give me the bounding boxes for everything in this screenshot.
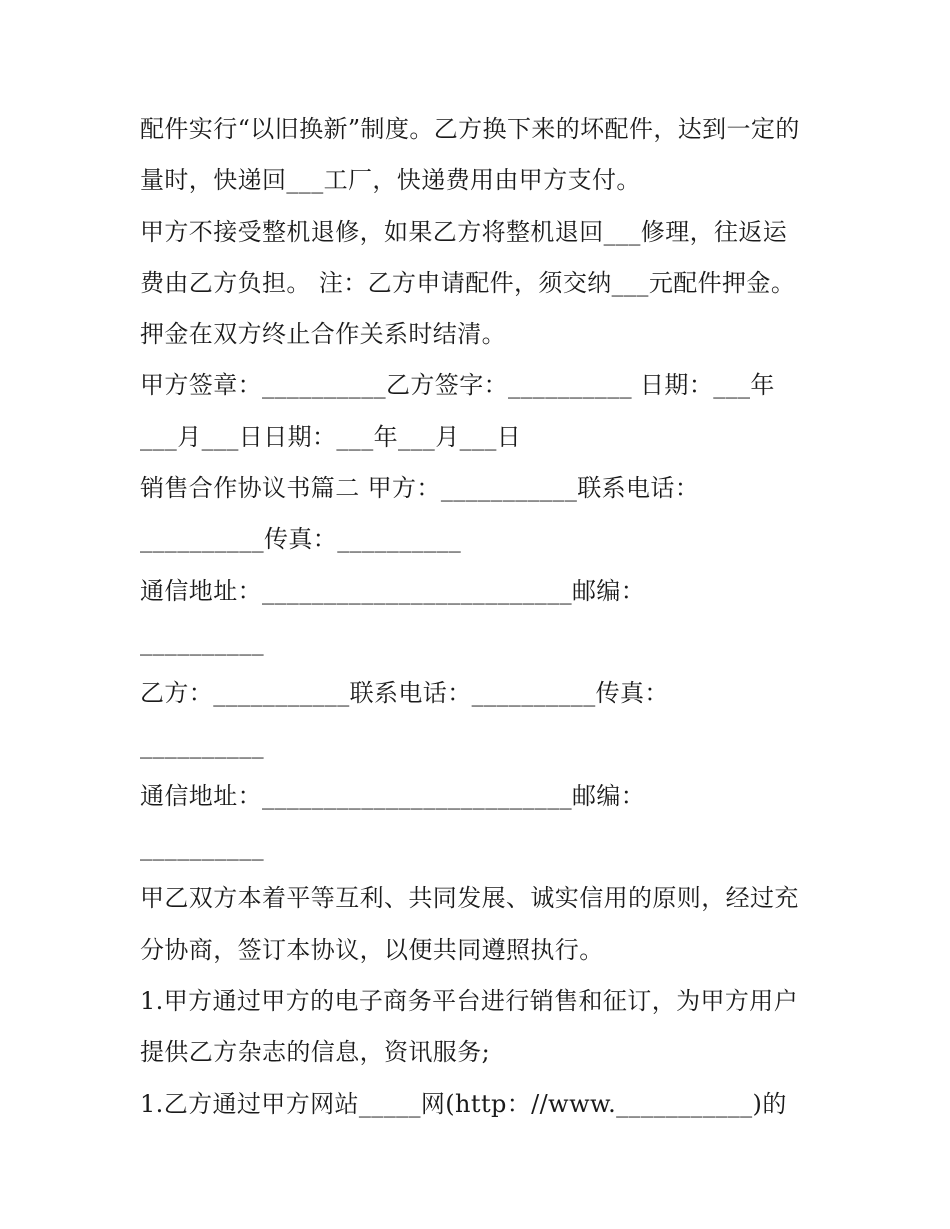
party-a-address-line: 通信地址：_________________________邮编： — [140, 576, 646, 605]
clause-line: 提供乙方杂志的信息，资讯服务; — [140, 1038, 491, 1067]
clause-line: 1.甲方通过甲方的电子商务平台进行销售和征订，为甲方用户 — [140, 987, 799, 1016]
party-b-fax-line: __________ — [140, 730, 264, 759]
document-page — [140, 104, 830, 1130]
party-b-address-line: 通信地址：_________________________邮编： — [140, 781, 646, 810]
date-line: ___月___日日期：___年___月___日 — [140, 422, 522, 451]
text-line: 甲乙双方本着平等互利、共同发展、诚实信用的原则，经过充 — [140, 884, 799, 913]
signature-line: 甲方签章：__________乙方签字：__________ 日期：___年 — [140, 371, 775, 400]
text-line: 量时，快递回___工厂，快递费用由甲方支付。 — [140, 166, 641, 195]
text-line: 费由乙方负担。 注：乙方申请配件，须交纳___元配件押金。 — [140, 268, 796, 297]
text-line: 甲方不接受整机退修，如果乙方将整机退回___修理，往返运 — [140, 217, 788, 246]
party-a-line: 销售合作协议书篇二 甲方：___________联系电话： — [140, 474, 700, 503]
clause-line: 1.乙方通过甲方网站_____网(http：//www.___________)的 — [140, 1089, 787, 1118]
party-b-line: 乙方：___________联系电话：__________传真： — [140, 679, 669, 708]
text-line: 配件实行“以旧换新”制度。乙方换下来的坏配件，达到一定的 — [140, 115, 800, 143]
party-a-fax-line: __________传真：__________ — [140, 525, 462, 554]
party-a-postcode-line: __________ — [140, 627, 264, 656]
party-b-postcode-line: __________ — [140, 833, 264, 862]
text-line: 押金在双方终止合作关系时结清。 — [140, 320, 506, 349]
text-line: 分协商，签订本协议，以便共同遵照执行。 — [140, 935, 604, 964]
